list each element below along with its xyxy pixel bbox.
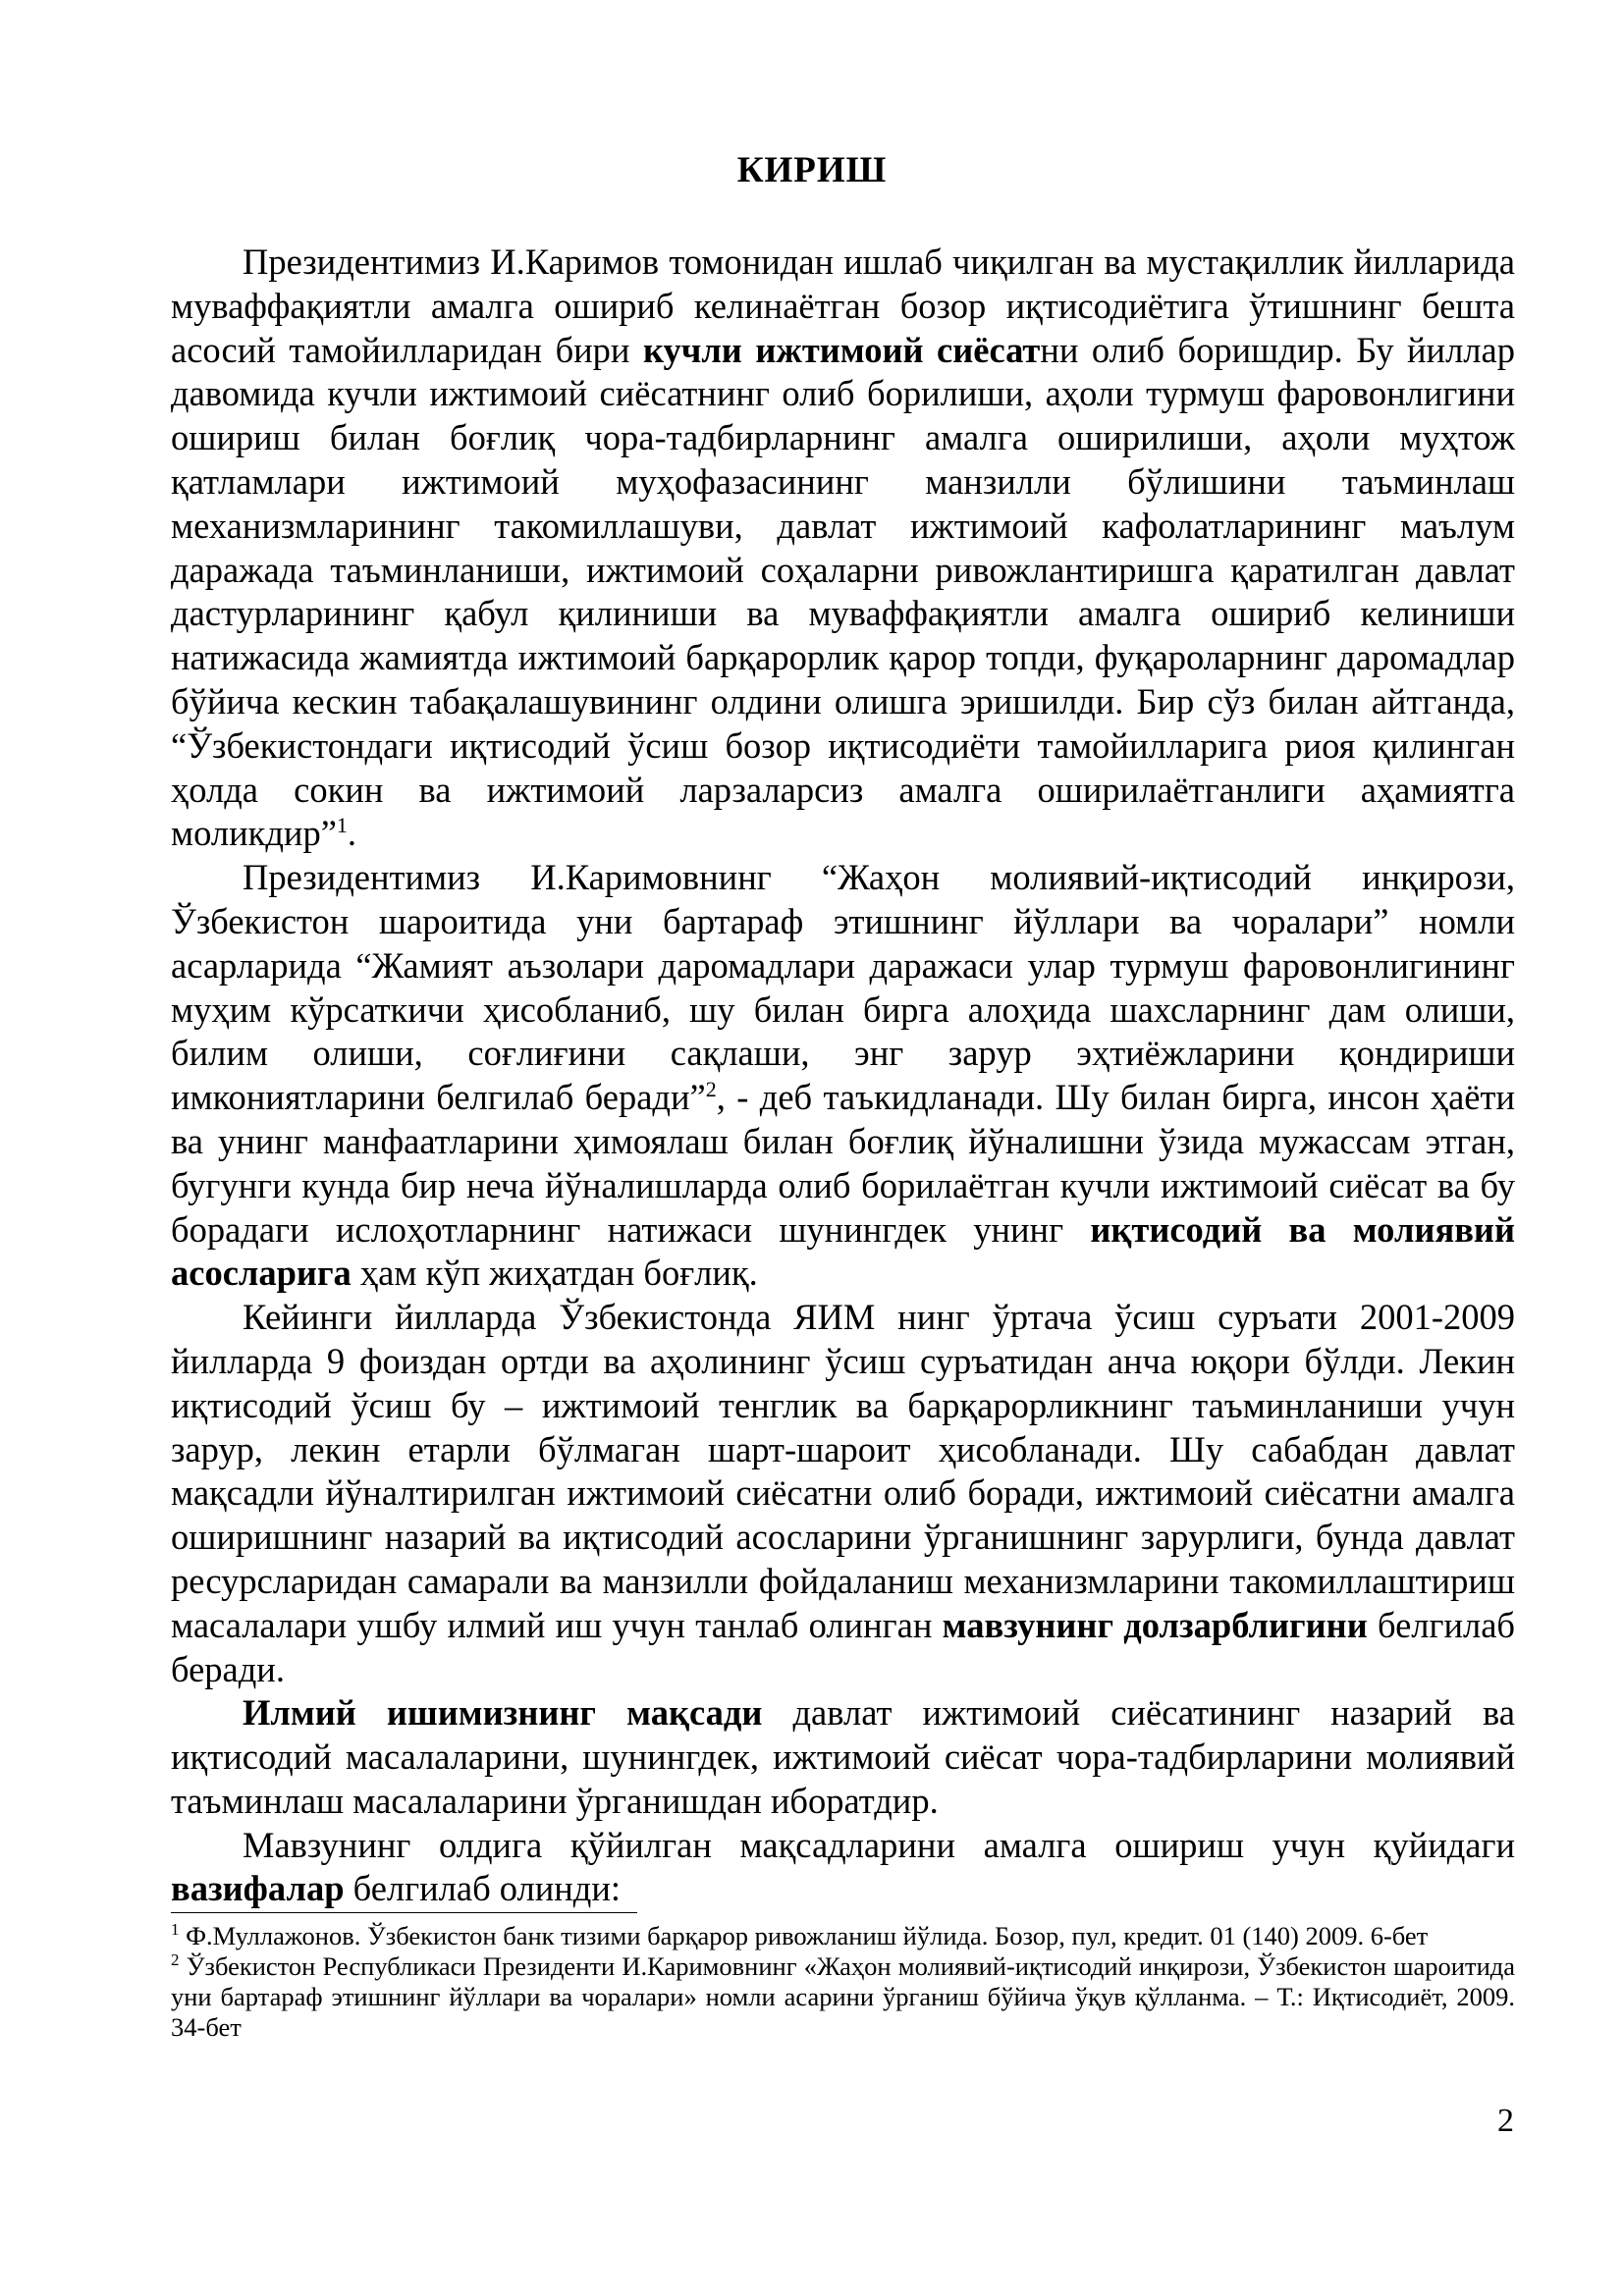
bold-text: Илмий ишимизнинг мақсади [243,1692,763,1734]
footnote-text: Ф.Муллажонов. Ўзбекистон банк тизими барқарор ривожланиш йўлида. Бозор, пул, кредит. 01 (140) 2009. 6-бет [179,1921,1429,1950]
bold-text: кучли ижтимоий сиёсат [642,329,1041,370]
footnote-separator [171,1912,637,1913]
bold-text: иқтисодий ва молиявий асосларига [171,1208,1515,1294]
paragraph [171,1824,1515,1912]
paragraph [171,1296,1515,1691]
text-run: Президентимиз И.Каримов томонидан ишлаб чиқилган ва мустақиллик йилларида муваффақиятли амалга ошириб келинаётган бозор иқтисодиётига ўтишнинг бешта асосий тамойилларидан бири [171,241,1515,370]
text-run: белгилаб беради. [171,1604,1515,1689]
footnote-reference[interactable]: 1 [336,813,348,838]
footnote-marker: 2 [171,1950,180,1970]
footnotes [171,1921,1515,2043]
text-run: Мавзунинг олдига қўйилган мақсадларини амалга ошириш учун қуйидаги [243,1824,1515,1865]
text-run: , - деб таъкидланади. Шу билан бирга, инсон ҳаёти ва унинг манфаатларини ҳимоялаш билан боғлиқ йўналишни ўзида мужассам этган, бугунги кунда бир неча йўналишларда олиб борилаётган кучли ижтимоий сиёсат ва бу борадаги ислоҳотларнинг натижаси шунингдек унинг [171,1077,1515,1250]
text-run: Президентимиз И.Каримовнинг “Жаҳон молиявий-иқтисодий инқирози, Ўзбекистон шароитида уни бартараф этишнинг йўллари ва чоралари” номли асарларида “Жамият аъзолари даромадлари даражаси улар турмуш фаровонлигининг муҳим кўрсаткичи ҳисобланиб, шу билан бирга алоҳида шахсларнинг дам олиши, билим олиши, соғлиғини сақлаши, энг зарур эҳтиёжларини қондириши имкониятларини белгилаб беради” [171,857,1515,1118]
page-number: 2 [1497,2103,1514,2139]
bold-text: вазифалар [171,1868,345,1909]
text-run: белгилаб олинди: [344,1868,622,1909]
body-text [171,240,1515,1911]
text-run: давлат ижтимоий сиёсатининг назарий ва иқтисодий масалаларини, шунингдек, ижтимоий сиёсат чора-тадбирларини молиявий таъминлаш масалаларини ўрганишдан иборатдир. [171,1692,1516,1821]
footnote-text: Ўзбекистон Республикаси Президенти И.Каримовнинг «Жаҳон молиявий-иқтисодий инқирози, Ўзбекистон шароитида уни бартараф этишнинг йўллари ва чоралари» номли асарини ўрганиш бўйича ўқув қўлланма. – Т.: Иқтисодиёт, 2009. 34-бет [171,1951,1515,2042]
footnote [171,1951,1515,2043]
text-run: ҳам кўп жиҳатдан боғлиқ. [351,1253,758,1294]
footnote-reference[interactable]: 2 [705,1076,717,1101]
paragraph [171,240,1515,856]
bold-text: мавзунинг долзарблигини [942,1604,1368,1645]
page-title: КИРИШ [736,150,888,190]
paragraph [171,1691,1515,1823]
text-run: ни олиб боришдир. Бу йиллар давомида кучли ижтимоий сиёсатнинг олиб борилиши, аҳоли турмуш фаровонлигини ошириш билан боғлиқ чора-тадбирларнинг амалга оширилиши, аҳоли муҳтож қатламлари ижтимоий муҳофазасининг манзилли бўлишини таъминлаш механизмларининг такомиллашуви, давлат ижтимоий кафолатларининг маълум даражада таъминланиши, ижтимоий соҳаларни ривожлантиришга қаратилган давлат дастурларининг қабул қилиниши ва муваффақиятли амалга ошириб келиниши натижасида жамиятда ижтимоий барқарорлик қарор топди, фуқароларнинг даромадлар бўйича кескин табақалашувининг олдини олишга эришилди. Бир сўз билан айтганда, “Ўзбекистондаги иқтисодий ўсиш бозор иқтисодиёти тамойилларига риоя қилинган ҳолда сокин ва ижтимоий ларзаларсиз амалга оширилаётганлиги аҳамиятга моликдир” [171,329,1515,854]
paragraph [171,856,1515,1296]
text-run: . [347,813,357,854]
footnote-marker: 1 [171,1920,180,1940]
text-run: Кейинги йилларда Ўзбекистонда ЯИМ нинг ўртача ўсиш суръати 2001-2009 йилларда 9 фоиздан ортди ва аҳолининг ўсиш суръатидан анча юқори бўлди. Лекин иқтисодий ўсиш бу – ижтимоий тенглик ва барқарорликнинг таъминланиши учун зарур, лекин етарли бўлмаган шарт-шароит ҳисобланади. Шу сабабдан давлат мақсадли йўналтирилган ижтимоий сиёсатни олиб боради, ижтимоий сиёсатни амалга оширишнинг назарий ва иқтисодий асосларини ўрганишнинг зарурлиги, бунда давлат ресурсларидан самарали ва манзилли фойдаланиш механизмларини такомиллаштириш масалалари ушбу илмий иш учун танлаб олинган [171,1297,1515,1645]
footnote [171,1921,1515,1951]
